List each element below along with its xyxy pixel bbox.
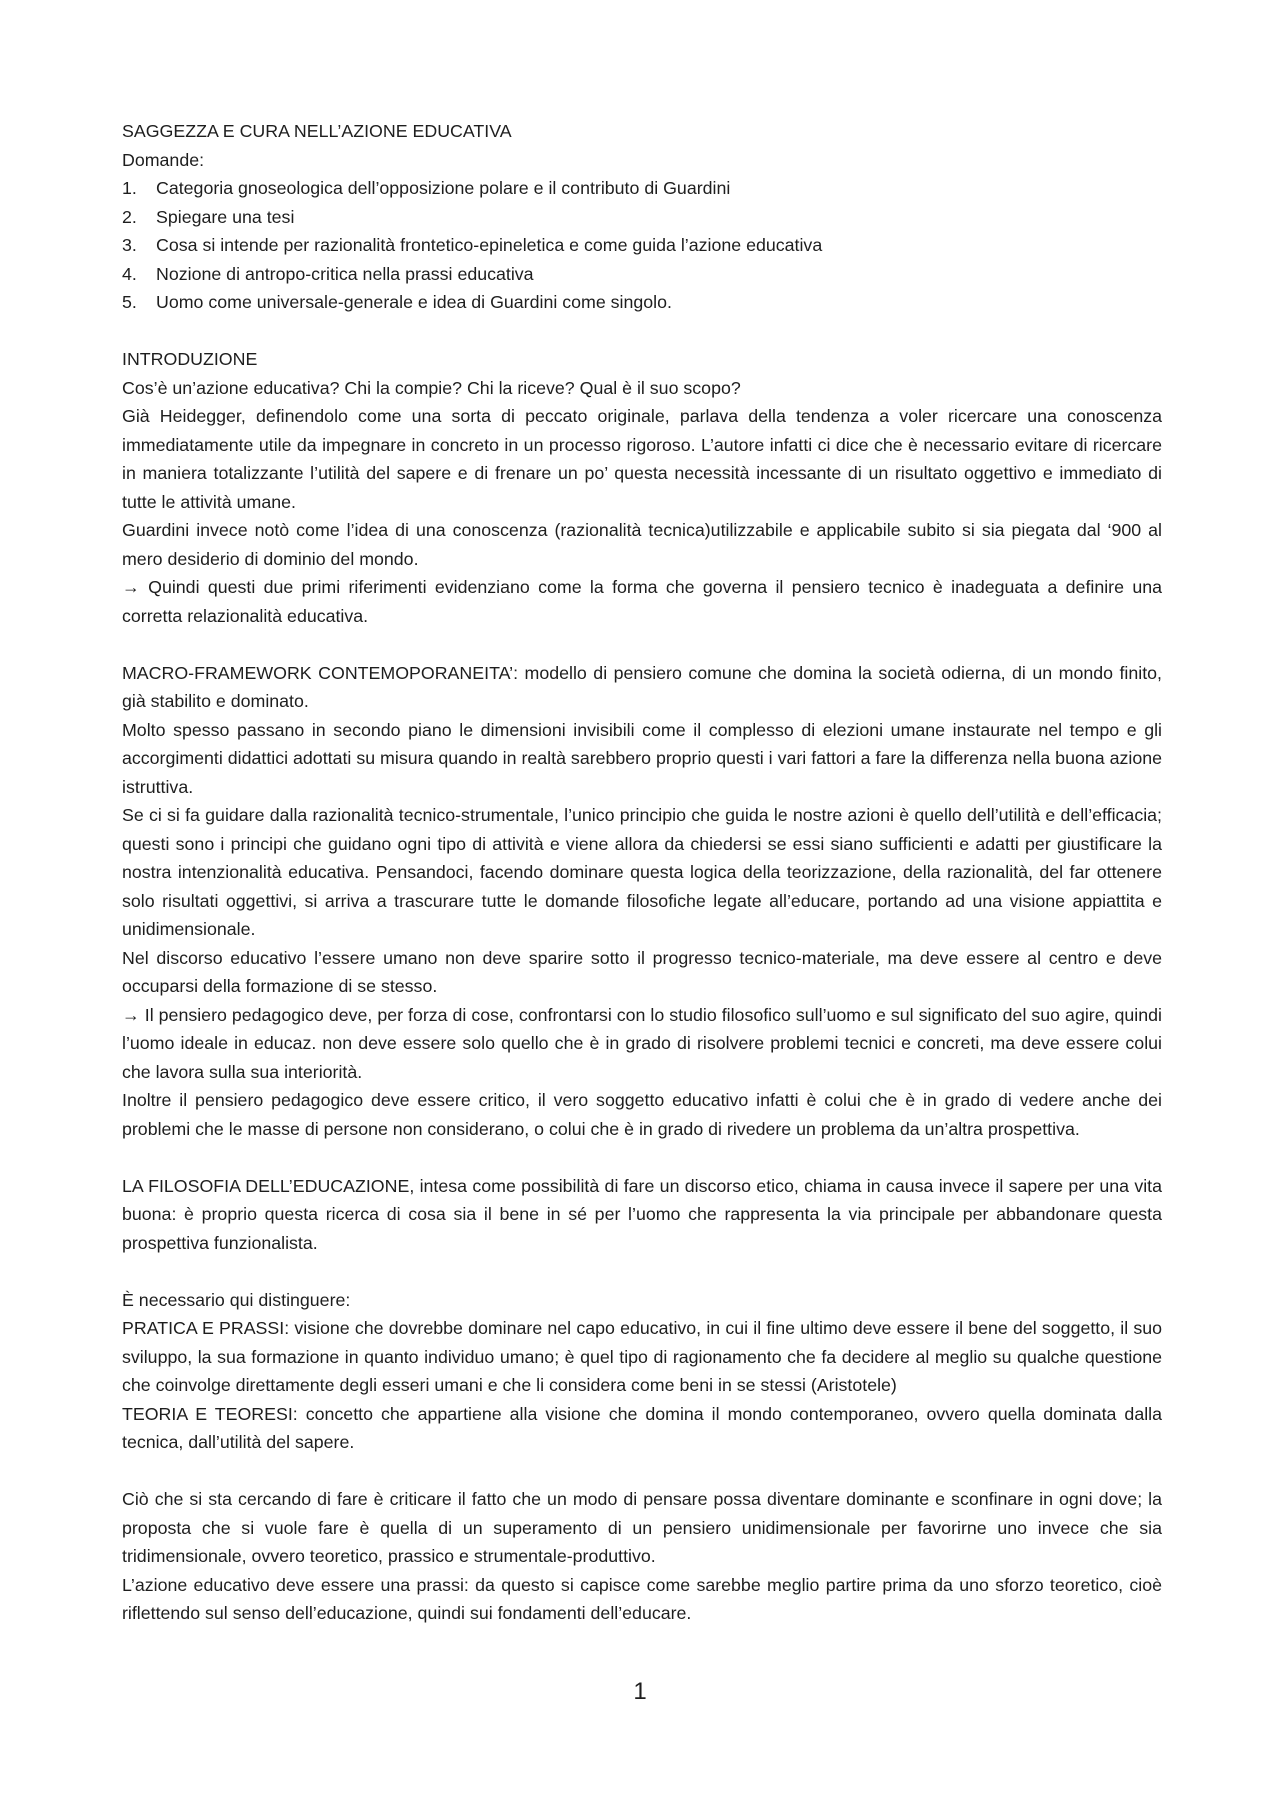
section-introduzione bbox=[122, 345, 1162, 630]
paragraph: Cos’è un’azione educativa? Chi la compie? Chi la riceve? Qual è il suo scopo? bbox=[122, 377, 741, 398]
section-heading: INTRODUZIONE bbox=[122, 349, 258, 369]
question-number: 3. bbox=[122, 235, 137, 255]
question-number: 2. bbox=[122, 206, 137, 227]
paragraph: PRATICA E PRASSI: visione che dovrebbe dominare nel capo educativo, in cui il fine ultimo deve essere il bene del soggetto, il suo sviluppo, la sua formazione in quanto individuo umano; è quel tipo di ragionamento che fa decidere al meglio su qualche questione che coinvolge direttamente degli esseri umani e che li considera come beni in se stessi (Aristotele) bbox=[122, 1318, 1162, 1395]
section-macro-framework bbox=[122, 659, 1162, 1144]
paragraph: MACRO-FRAMEWORK CONTEMOPORANEITA’: modello di pensiero comune che domina la società odierna, di un mondo finito, già stabilito e dominato. bbox=[122, 662, 1162, 711]
paragraph: Nel discorso educativo l’essere umano non deve sparire sotto il progresso tecnico-materiale, ma deve essere al centro e deve occuparsi della formazione di se stesso. bbox=[122, 947, 1162, 996]
question-item bbox=[122, 260, 1162, 289]
paragraph: TEORIA E TEORESI: concetto che appartiene alla visione che domina il mondo contemporaneo, ovvero quella dominata dalla tecnica, dall’utilità del sapere. bbox=[122, 1403, 1162, 1452]
question-item bbox=[122, 288, 1162, 317]
section-distinzione bbox=[122, 1286, 1162, 1457]
question-item bbox=[122, 174, 1162, 203]
section-conclusione bbox=[122, 1485, 1162, 1628]
paragraph: Ciò che si sta cercando di fare è criticare il fatto che un modo di pensare possa diventare dominante e sconfinare in ogni dove; la proposta che si vuole fare è quella di un superamento di un pensiero unidimensionale per favorirne uno invece che sia tridimensionale, ovvero teoretico, prassico e strumentale-produttivo. bbox=[122, 1489, 1162, 1566]
paragraph: Molto spesso passano in secondo piano le dimensioni invisibili come il complesso di elezioni umane instaurate nel tempo e gli accorgimenti didattici adottati su misura quando in realtà sarebbero proprio questi i vari fattori a fare la differenza nella buona azione istruttiva. bbox=[122, 719, 1162, 797]
paragraph: LA FILOSOFIA DELL’EDUCAZIONE, intesa come possibilità di fare un discorso etico, chiama in causa invece il sapere per una vita buona: è proprio questa ricerca di cosa sia il bene in sé per l’uomo che rappresenta la via principale per abbandonare questa prospettiva funzionalista. bbox=[122, 1175, 1162, 1253]
arrow-paragraph: → Quindi questi due primi riferimenti evidenziano come la forma che governa il pensiero tecnico è inadeguata a definire una corretta relazionalità educativa. bbox=[122, 573, 1162, 630]
paragraph: Se ci si fa guidare dalla razionalità tecnico-strumentale, l’unico principio che guida le nostre azioni è quello dell’utilità e dell’efficacia; questi sono i principi che guidano ogni tipo di attività e viene allora da chiedersi se essi siano sufficienti e adatti per giustificare la nostra intenzionalità educativa. Pensandoci, facendo dominare questa logica della teorizzazione, della razionalità, del far ottenere solo risultati oggettivi, si arriva a trascurare tutte le domande filosofiche legate all’educare, portando ad una visione appiattita e unidimensionale. bbox=[122, 805, 1162, 939]
question-text: Spiegare una tesi bbox=[156, 206, 295, 227]
question-text: Uomo come universale-generale e idea di Guardini come singolo. bbox=[156, 292, 672, 312]
question-number: 4. bbox=[122, 263, 137, 284]
question-item bbox=[122, 203, 1162, 232]
questions-list bbox=[122, 174, 1162, 317]
question-text: Cosa si intende per razionalità frontetico-epineletica e come guida l’azione educativa bbox=[156, 235, 823, 255]
questions-label: Domande: bbox=[122, 149, 205, 170]
question-item bbox=[122, 231, 1162, 260]
section-filosofia bbox=[122, 1172, 1162, 1258]
document-title: SAGGEZZA E CURA NELL’AZIONE EDUCATIVA bbox=[122, 121, 512, 141]
question-text: Nozione di antropo-critica nella prassi educativa bbox=[156, 263, 534, 284]
arrow-paragraph: → Il pensiero pedagogico deve, per forza di cose, confrontarsi con lo studio filosofico sull’uomo e sul significato del suo agire, quindi l’uomo ideale in educaz. non deve essere solo quello che è in grado di risolvere problemi tecnici e concreti, ma deve essere colui che lavora sulla sua interiorità. bbox=[122, 1001, 1162, 1087]
paragraph: Inoltre il pensiero pedagogico deve essere critico, il vero soggetto educativo infatti è colui che è in grado di vedere anche dei problemi che le masse di persone non considerano, o colui che è in grado di rivedere un problema da un’altra prospettiva. bbox=[122, 1090, 1162, 1139]
paragraph: È necessario qui distinguere: bbox=[122, 1289, 351, 1310]
page-number: 1 bbox=[633, 1678, 647, 1705]
paragraph: Già Heidegger, definendolo come una sorta di peccato originale, parlava della tendenza a voler ricercare una conoscenza immediatamente utile da impegnare in concreto in un processo rigoroso. L’autore infatti ci dice che è necessario evitare di ricercare in maniera totalizzante l’utilità del sapere e di frenare un po’ questa necessità incessante di un risultato oggettivo e immediato di tutte le attività umane. bbox=[122, 406, 1162, 512]
document-page bbox=[122, 117, 1162, 1628]
question-text: Categoria gnoseologica dell’opposizione polare e il contributo di Guardini bbox=[156, 178, 731, 198]
question-number: 5. bbox=[122, 292, 137, 312]
question-number: 1. bbox=[122, 178, 137, 198]
paragraph: L’azione educativo deve essere una prassi: da questo si capisce come sarebbe meglio partire prima da uno sforzo teoretico, cioè riflettendo sul senso dell’educazione, quindi sui fondamenti dell’educare. bbox=[122, 1574, 1162, 1623]
paragraph: Guardini invece notò come l’idea di una conoscenza (razionalità tecnica)utilizzabile e applicabile subito si sia piegata dal ‘900 al mero desiderio di dominio del mondo. bbox=[122, 520, 1162, 569]
